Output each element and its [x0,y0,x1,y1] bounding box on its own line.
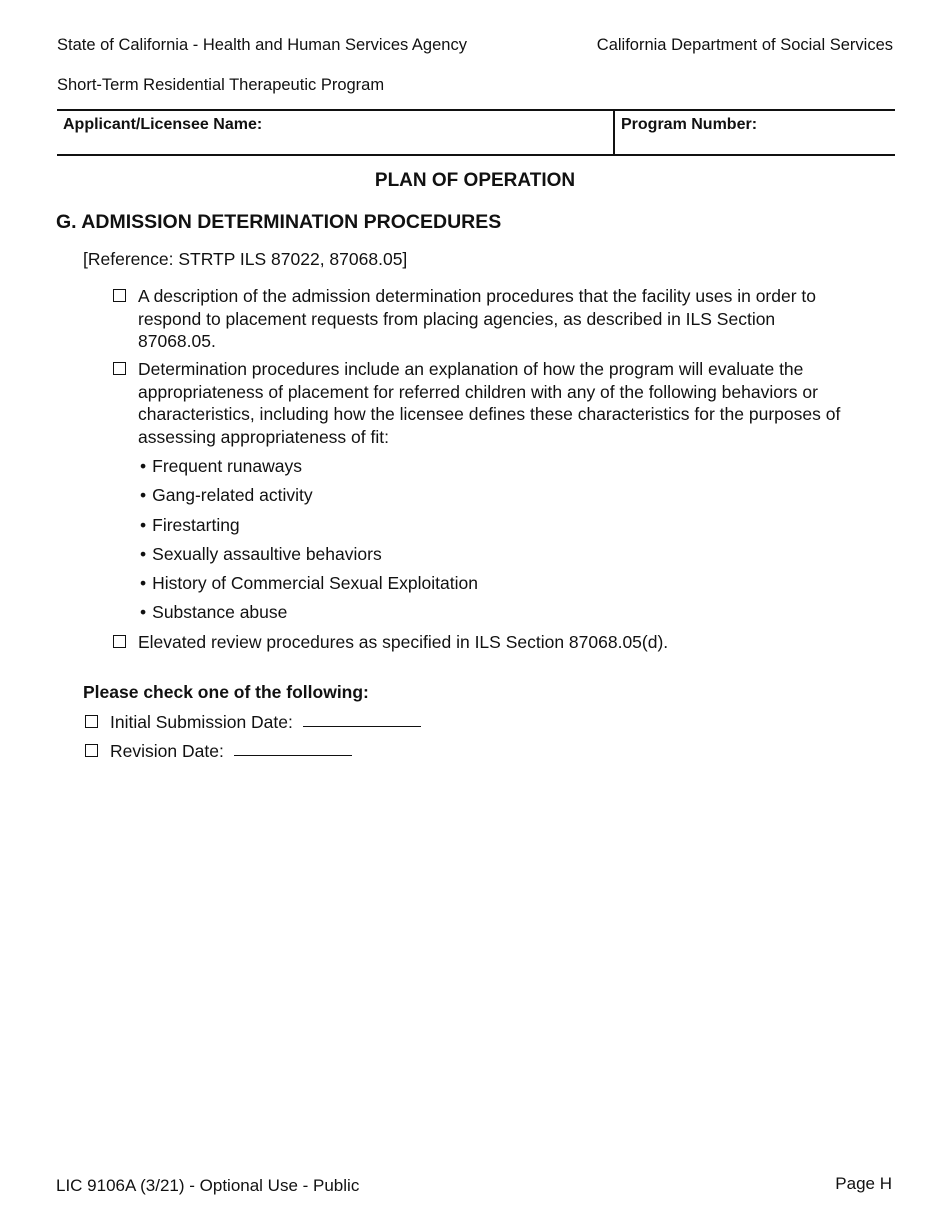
bullet-icon: • [140,514,147,535]
checklist-item [113,285,853,353]
checkbox[interactable] [113,362,126,375]
checkbox[interactable] [113,635,126,648]
section-heading: G. ADMISSION DETERMINATION PROCEDURES [56,211,502,233]
revision-label: Revision Date: [110,741,224,761]
revision-row [85,740,352,763]
applicant-name-label: Applicant/Licensee Name: [63,116,263,133]
bullet-icon: • [140,573,147,594]
agency-name: State of California - Health and Human Services Agency [57,36,467,54]
applicant-name-field[interactable] [57,111,615,154]
list-item [140,573,478,602]
reference-text: [Reference: STRTP ILS 87022, 87068.05] [83,249,408,269]
checklist-item [113,631,903,654]
list-item [140,515,478,544]
behavior-list [140,456,478,632]
initial-submission-label: Initial Submission Date: [110,712,293,732]
bullet-icon: • [140,543,147,564]
bullet-icon: • [140,485,147,506]
list-item-text: Frequent runaways [152,456,302,476]
department-name: California Department of Social Services [596,36,893,54]
list-item [140,602,478,631]
list-item-text: History of Commercial Sexual Exploitation [152,573,478,594]
bullet-icon: • [140,602,147,623]
checklist-item-text: Determination procedures include an explanation of how the program will evaluate the appropriateness of placement for referred children with any of the following behaviors or characteristics, including how the licensee defines these characteristics for the purposes of assessing appropriateness of fit: [138,359,841,447]
submission-prompt: Please check one of the following: [83,682,369,702]
revision-date-field[interactable] [234,740,352,756]
program-number-label: Program Number: [621,116,758,133]
program-number-field[interactable] [615,111,895,154]
checklist-item [113,358,898,448]
revision-checkbox[interactable] [85,744,98,757]
initial-submission-date-field[interactable] [303,711,421,727]
list-item [140,544,478,573]
checklist-item-text: Elevated review procedures as specified in ILS Section 87068.05(d). [138,632,669,652]
form-id: LIC 9106A (3/21) - Optional Use - Public [56,1176,360,1195]
initial-submission-checkbox[interactable] [85,715,98,728]
bullet-icon: • [140,456,147,476]
list-item-text: Sexually assaultive behaviors [152,543,382,564]
page-number: Page H [835,1174,892,1193]
checkbox[interactable] [113,289,126,302]
program-type: Short-Term Residential Therapeutic Program [57,76,385,94]
form-title: PLAN OF OPERATION [374,170,576,191]
list-item-text: Firestarting [152,514,240,535]
list-item [140,456,478,485]
list-item-text: Gang-related activity [152,485,313,506]
list-item-text: Substance abuse [152,602,288,623]
initial-submission-row [85,711,421,734]
list-item [140,485,478,514]
checklist-item-text: A description of the admission determination procedures that the facility uses in order to respond to placement requests from placing agencies, as described in ILS Section 87068.05. [138,286,817,351]
applicant-info-table [57,109,895,156]
